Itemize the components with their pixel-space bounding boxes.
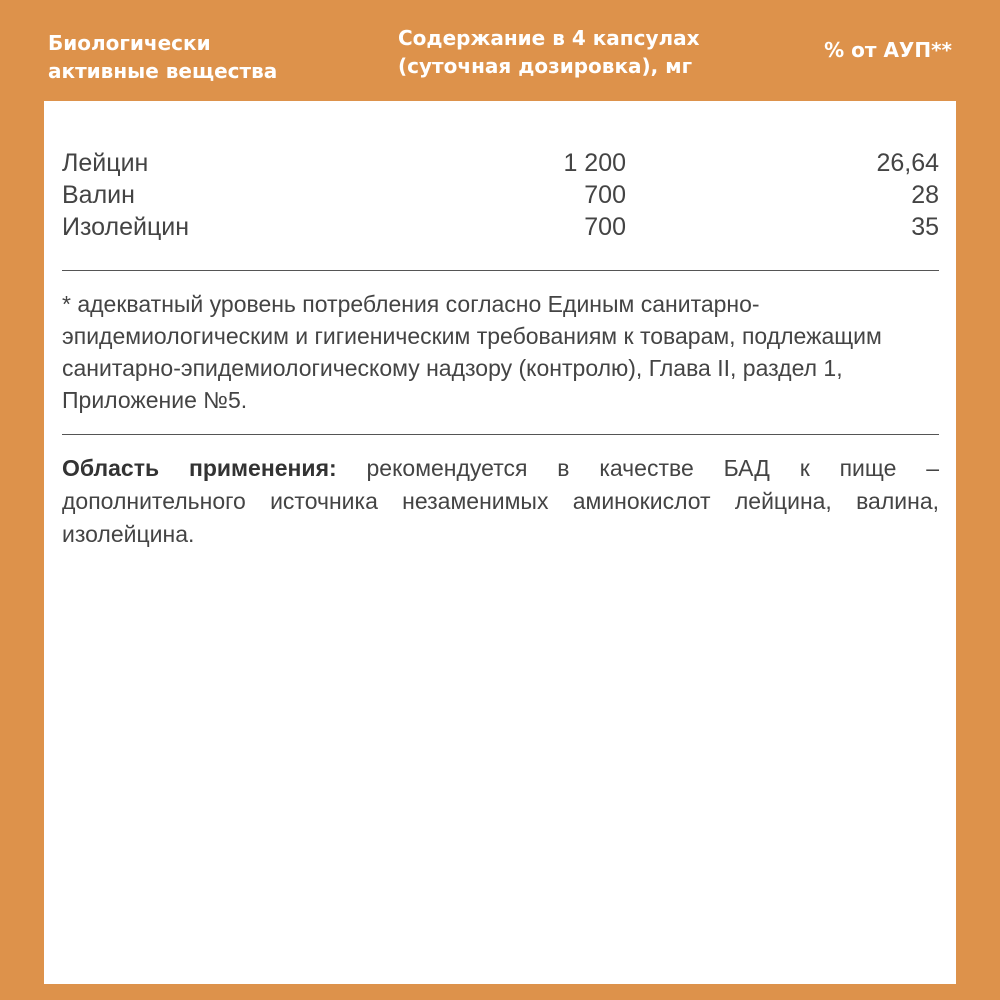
header-content-line1: Содержание в 4 капсулах: [398, 26, 700, 50]
row-amount: 700: [584, 213, 626, 241]
row-amount: 1 200: [563, 149, 626, 177]
row-name: Лейцин: [62, 149, 149, 177]
usage-scope: [62, 452, 939, 551]
table-row: [62, 211, 939, 243]
row-percent: 26,64: [876, 149, 939, 177]
table-row: [62, 147, 939, 179]
header-substances-line1: Биологически: [48, 31, 211, 55]
usage-scope-label: Область применения:: [62, 455, 337, 481]
footnote: * адекватный уровень потребления согласно Единым санитарно-эпидемиологическим и гигиеническим требованиям к товарам, подлежащим санитарно-эпидемиологическому надзору (контролю), Глава II, раздел 1, Приложение №5.: [62, 291, 882, 413]
divider: [62, 270, 939, 271]
row-amount: 700: [584, 181, 626, 209]
row-percent: 35: [911, 213, 939, 241]
nutrient-table: [62, 147, 939, 243]
header-content: [398, 24, 700, 80]
header-substances: [48, 29, 277, 85]
usage-scope-text: рекомендуется в качестве БАД к пище – дополнительного источника незаменимых аминокислот лейцина, валина, изолейцина.: [62, 455, 939, 547]
header-percent: % от АУП**: [824, 38, 952, 62]
row-percent: 28: [911, 181, 939, 209]
row-name: Валин: [62, 181, 135, 209]
content-panel: [44, 101, 956, 984]
row-name: Изолейцин: [62, 213, 190, 241]
header-substances-line2: активные вещества: [48, 59, 278, 83]
table-header: [0, 0, 1000, 100]
table-row: [62, 179, 939, 211]
divider: [62, 434, 939, 435]
header-content-line2: (суточная дозировка), мг: [398, 54, 693, 78]
